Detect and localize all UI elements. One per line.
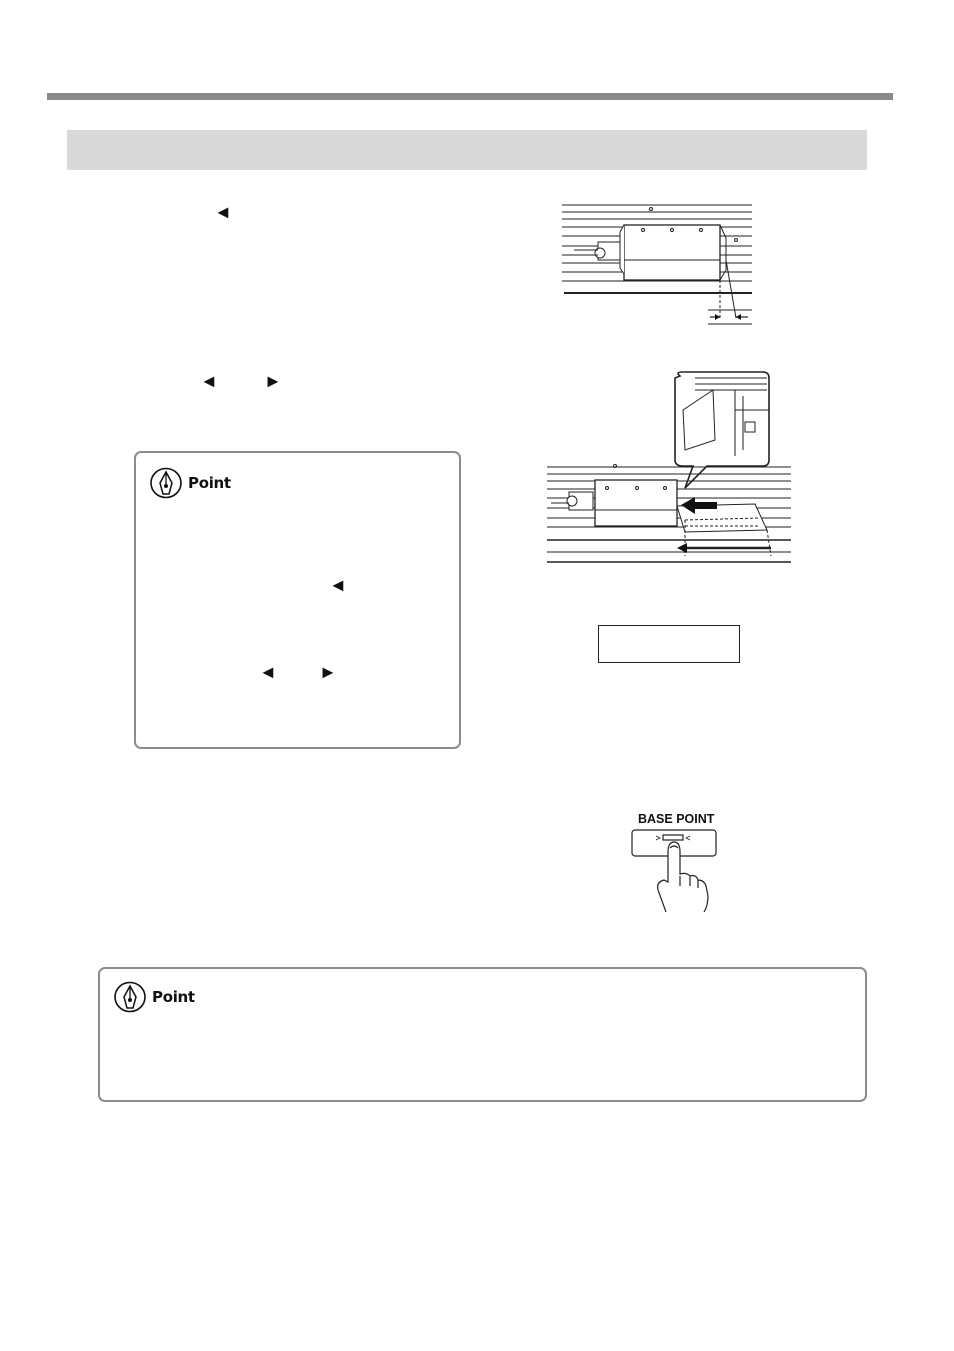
base-point-label: BASE POINT [638,812,715,826]
point-header [114,981,195,1013]
left-arrow-glyph: ◄ [329,575,347,595]
base-point-key[interactable] [628,828,724,912]
header-rule [47,93,893,100]
right-arrow-glyph: ► [319,662,337,682]
point-label: Point [188,474,231,492]
section-banner [67,130,867,170]
media-edge-figure [545,370,795,570]
point-box-2 [98,967,867,1102]
carriage-alignment-figure [560,200,760,330]
lcd-display [598,625,740,663]
left-arrow-glyph: ◄ [214,202,232,222]
pen-nib-icon [150,467,184,499]
point-label: Point [152,988,195,1006]
right-arrow-glyph: ► [264,371,282,391]
point-box-1 [134,451,461,749]
left-arrow-glyph: ◄ [259,662,277,682]
point-header [150,467,231,499]
pen-nib-icon [114,981,148,1013]
left-arrow-glyph: ◄ [200,371,218,391]
